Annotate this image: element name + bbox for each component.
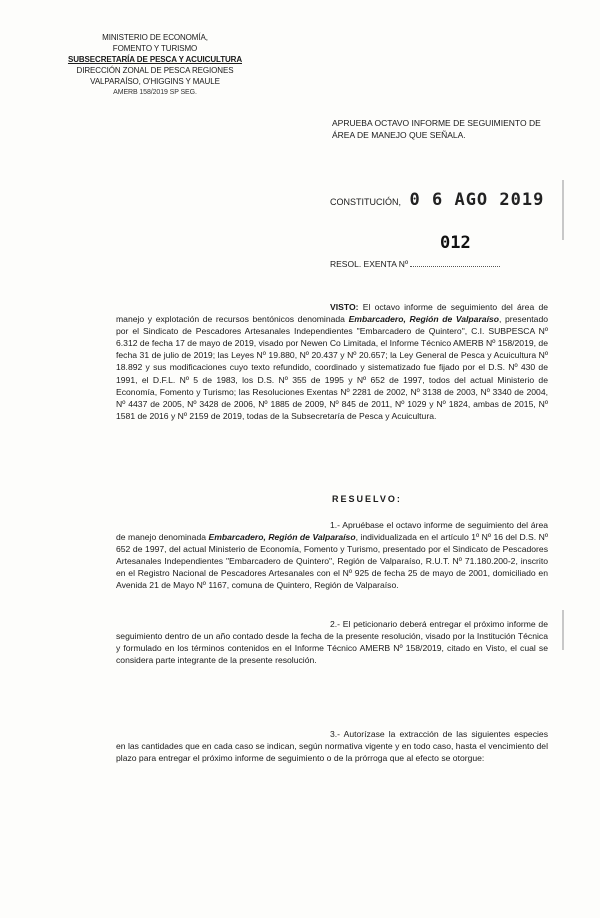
visto-lead: VISTO:	[330, 302, 359, 312]
date-stamp: 0 6 AGO 2019	[409, 190, 545, 210]
item1-text-1: 1.- Apruébase el octavo informe de seguimiento del área de manejo denominada	[116, 520, 548, 543]
resolution-subject	[332, 117, 562, 141]
resolution-item-2	[116, 618, 548, 666]
ministry-name-2: FOMENTO Y TURISMO	[112, 44, 198, 53]
resolution-item-1	[116, 519, 548, 592]
place-label: CONSTITUCIÓN,	[330, 197, 401, 207]
place-date	[330, 190, 544, 210]
reference-code: AMERB 158/2019 SP SEG.	[113, 89, 197, 96]
resolution-label: RESOL. EXENTA Nº	[330, 259, 409, 269]
item1-text-2: , individualizada en el artículo 1º Nº 16 del D.S. Nº 652 de 1997, del actual Ministerio de Economía, Fomento y Turismo, presentado por el Sindicato de Pescadores Artesanales Independientes "Embarcadero de Quintero", Región de Valparaíso, R.U.T. Nº 71.180.200-2, inscrito en el Registro Nacional de Pescadores Artesanales con el Nº 925 de fecha 25 de mayo de 2001, domiciliado en Avenida 21 de Mayo Nº 1167, comuna de Quintero, Región de Valparaíso.	[116, 532, 548, 591]
direccion-zonal: DIRECCIÓN ZONAL DE PESCA REGIONES	[76, 66, 234, 75]
scan-edge-mark	[562, 610, 564, 650]
visto-text-2: , presentado por el Sindicato de Pescadores Artesanales Independientes "Embarcadero de Quintero", C.I. SUBPESCA Nº 6.312 de fecha 17 de mayo de 2019, visado por Newen Co Limitada, el Informe Técnico AMERB Nº 158/2019, de fecha 31 de julio de 2019; las Leyes Nº 19.880, Nº 20.437 y Nº 20.657; la Ley General de Pesca y Acuicultura Nº 18.892 y sus modificaciones cuyo texto refundido, coordinado y sistematizado fue fijado por el D.S. Nº 430 de 1991, el D.F.L. Nº 5 de 1983, los D.S. Nº 355 de 1995 y Nº 652 de 1997, todos del actual Ministerio de Economía, Fomento y Turismo; las Resoluciones Exentas Nº 2281 de 2002, Nº 3138 de 2003, Nº 3340 de 2004, Nº 4437 de 2005, Nº 3428 de 2006, Nº 1885 de 2009, Nº 845 de 2011, Nº 1029 y Nº 1824, ambas de 2015, Nº 1581 de 2016 y Nº 2159 de 2019, todas de la Subsecretaría de Pesca y Acuicultura.	[116, 314, 549, 421]
resolution-item-3	[116, 728, 548, 764]
item3-text: 3.- Autorízase la extracción de las siguientes especies en las cantidades que en cada caso se indican, según normativa vigente y en todo caso, hasta el vencimiento del plazo para entregar el próximo informe de seguimiento o de la prórroga que al efecto se otorgue:	[116, 729, 548, 764]
resolution-number: 012	[440, 233, 471, 253]
scan-edge-mark	[562, 180, 564, 240]
ministry-name: MINISTERIO DE ECONOMÍA,	[102, 33, 208, 42]
visto-text-1: El octavo informe de seguimiento del área de manejo y explotación de recursos bentónicos denominada	[116, 302, 548, 325]
subject-line-2: ÁREA DE MANEJO QUE SEÑALA.	[332, 130, 466, 140]
regions: VALPARAÍSO, O'HIGGINS Y MAULE	[90, 77, 220, 86]
visto-area: Embarcadero, Región de Valparaíso	[348, 314, 500, 325]
visto-section	[116, 301, 548, 422]
item2-text: 2.- El peticionario deberá entregar el próximo informe de seguimiento dentro de un año contado desde la fecha de la presente resolución, visado por la Institución Técnica y formulado en los términos contenidos en el Informe Técnico AMERB Nº 158/2019, citado en Visto, el cual se considera parte integrante de la presente resolución.	[116, 619, 548, 666]
subject-line-1: APRUEBA OCTAVO INFORME DE SEGUIMIENTO DE	[332, 118, 541, 128]
resuelvo-heading: RESUELVO:	[332, 494, 402, 504]
ministry-header	[60, 32, 250, 98]
resolution-label-line	[330, 258, 500, 269]
dotted-line	[410, 258, 500, 267]
subsecretaria-name: SUBSECRETARÍA DE PESCA Y ACUICULTURA	[67, 55, 243, 64]
item1-area: Embarcadero, Región de Valparaíso	[208, 532, 356, 543]
